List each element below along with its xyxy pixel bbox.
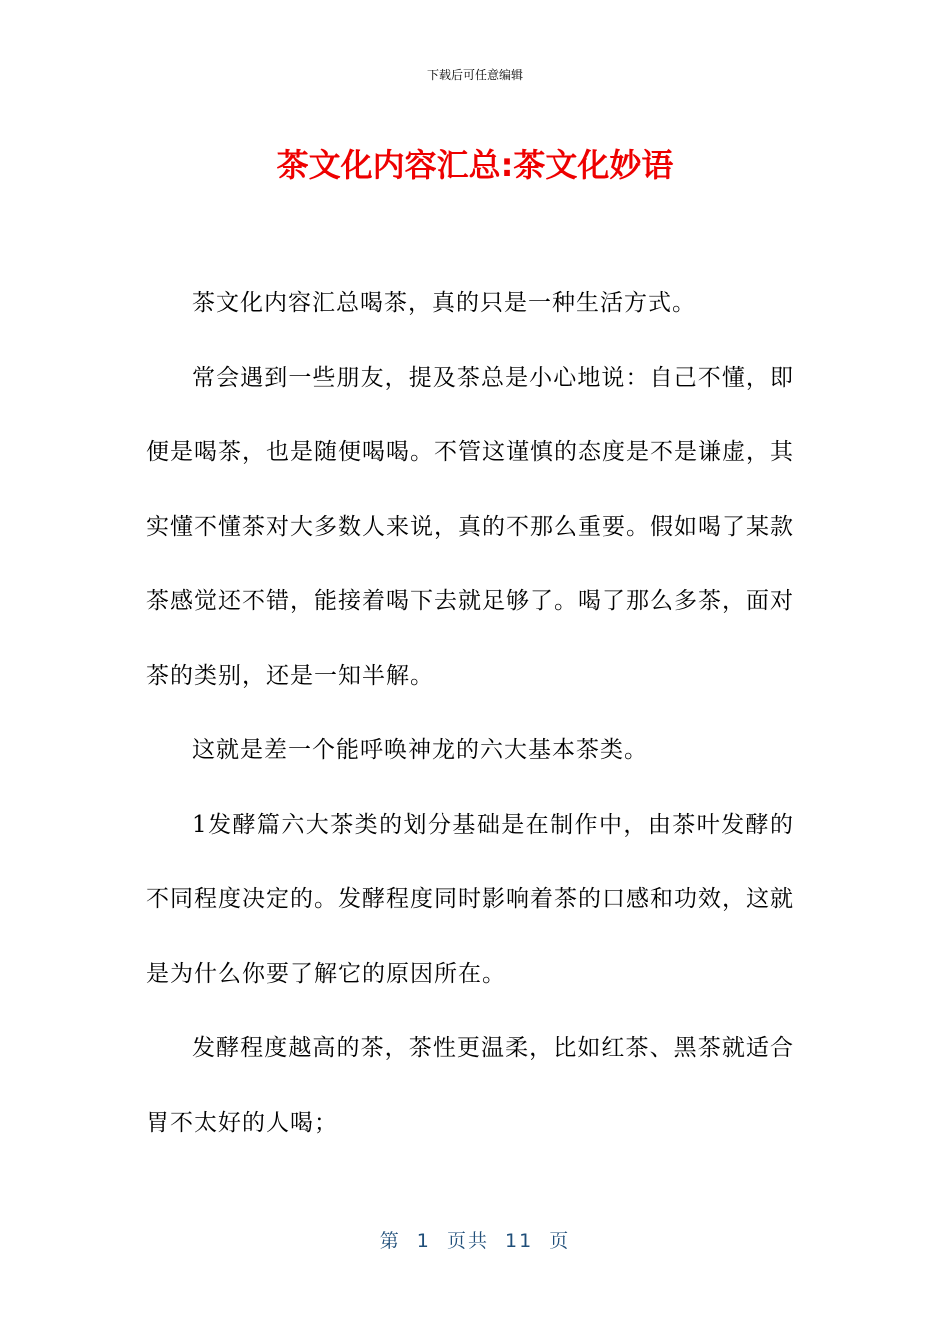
paragraph-3: 这就是差一个能呼唤神龙的六大基本茶类。 [192, 737, 648, 763]
page-footer [0, 1226, 950, 1253]
paragraph-2: 常会遇到一些朋友，提及茶总是小心地说：自己不懂，即便是喝茶，也是随便喝喝。不管这谨慎的态度是不是谦虚，其实懂不懂茶对大多数人来说，真的不那么重要。假如喝了某款茶感觉还不错，能接着喝下去就足够了。喝了那么多茶，面对茶的类别，还是一知半解。 [146, 364, 794, 689]
page-number: 第 1 页共 11 页 [379, 1230, 571, 1252]
document-title: 茶文化内容汇总:茶文化妙语 [276, 146, 674, 184]
paragraph-5: 发酵程度越高的茶，茶性更温柔，比如红茶、黑茶就适合胃不太好的人喝； [146, 1035, 794, 1136]
header-note: 下载后可任意编辑 [426, 68, 523, 82]
document-body [146, 266, 794, 1160]
paragraph-4: 1发酵篇六大茶类的划分基础是在制作中，由茶叶发酵的不同程度决定的。发酵程度同时影响着茶的口感和功效，这就是为什么你要了解它的原因所在。 [146, 811, 794, 987]
paragraph-1: 茶文化内容汇总喝茶，真的只是一种生活方式。 [192, 290, 696, 316]
